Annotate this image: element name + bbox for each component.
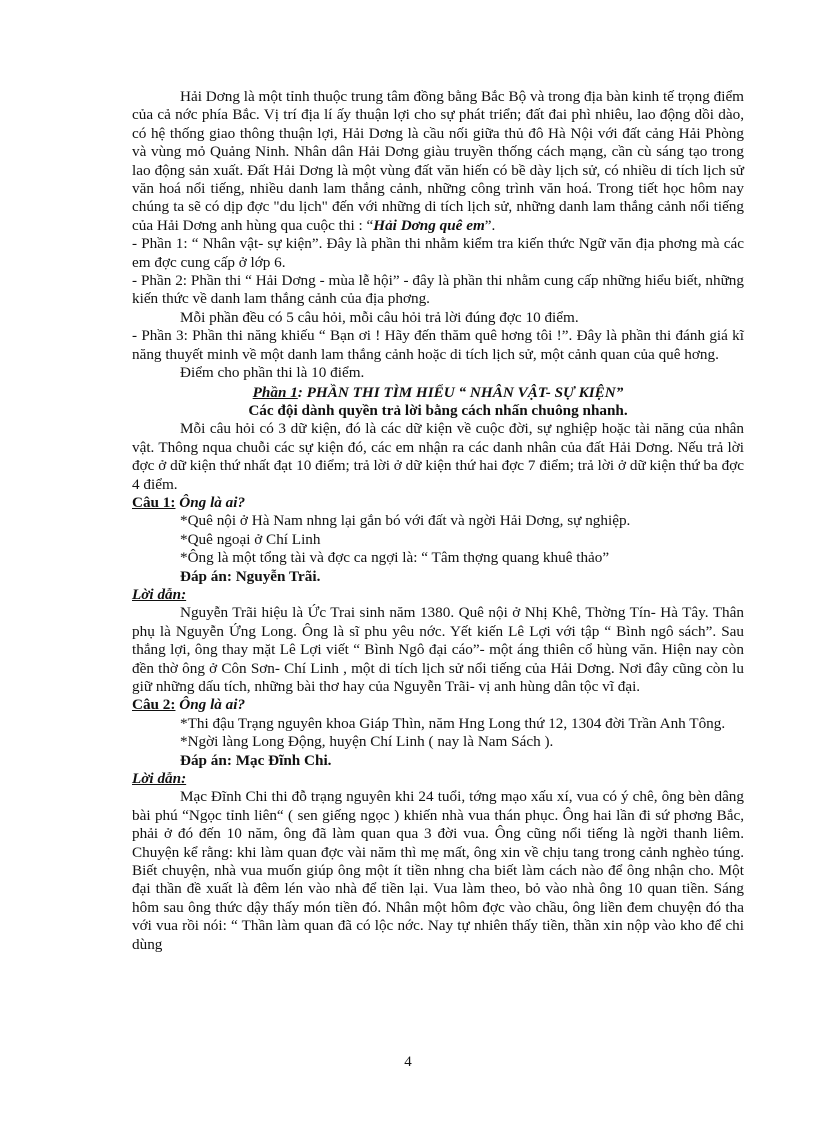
part-1-heading xyxy=(132,384,744,402)
question-2-text: Ông là ai? xyxy=(175,696,246,714)
intro-paragraph xyxy=(132,88,744,235)
question-2-note: Mạc Đĩnh Chi thi đỗ trạng nguyên khi 24 tuổi, tớng mạo xấu xí, vua có ý chê, ông bèn dâng bài phú “Ngọc tỉnh liên“ ( sen giếng ngọc ) khiến nhà vua thán phục. Ông hai lần đi sứ phơng Bắc, phải ở đó đến 10 năm, ông đã làm quan qua 3 đời vua. Ông cũng nổi tiếng là ngời thanh liêm. Chuyện kể rằng: khi làm quan đợc vài năm thì mẹ mất, ông xin về chịu tang trong cảnh nghèo túng. Biết chuyện, nhà vua muốn giúp ông một ít tiền nhng cha biết làm cách nào để ông nhận cho. Một đại thần đề xuất là đêm lén vào nhà để tiền lại. Vua làm theo, bỏ vào nhà ông 10 quan tiền. Sáng hôm sau ông thức dậy thấy món tiền đó. Nhân một hôm đợc vào chầu, ông liền đem chuyện đó tha với vua rồi nói: “ Thần làm quan đã có lộc nớc. Nay tự nhiên thấy tiền, thần xin nộp vào kho để chi dùng xyxy=(132,788,744,953)
part-1-intro: Mỗi câu hỏi có 3 dữ kiện, đó là các dữ kiện về cuộc đời, sự nghiệp hoặc tài năng của nhân vật. Thông nqua chuỗi các sự kiện đó, các em nhận ra các danh nhân của đất Hải Dơng. Nếu trả lời đợc ở dữ kiện thứ nhất đạt 10 điểm; trả lời ở dữ kiện thứ hai đợc 7 điểm; trả lời ở dữ kiện thứ ba đợc 4 điểm. xyxy=(132,420,744,493)
question-1-clue: *Ông là một tổng tài và đợc ca ngợi là: “ Tâm thợng quang khuê thảo” xyxy=(180,549,610,567)
part-2-description: - Phần 2: Phần thi “ Hải Dơng - mùa lễ hội” - đây là phần thi nhằm cung cấp những hiểu biết, những kiến thức về danh lam thắng cảnh của địa phơng. xyxy=(132,272,744,308)
question-2-note-label: Lời dẫn: xyxy=(132,770,187,788)
part-1-title: : PHẦN THI TÌM HIỂU “ NHÂN VẬT- SỰ KIỆN” xyxy=(297,383,624,401)
part-1-subtitle: Các đội dành quyền trả lời bằng cách nhấn chuông nhanh. xyxy=(248,401,628,419)
part-1-description: - Phần 1: “ Nhân vật- sự kiện”. Đây là phần thi nhằm kiểm tra kiến thức Ngữ văn địa phơng mà các em đợc cung cấp ở lớp 6. xyxy=(132,235,744,271)
intro-text: Hải Dơng là một tỉnh thuộc trung tâm đồng bằng Bắc Bộ và trong địa bàn kinh tế trọng điểm của cả nớc phía Bắc. Vị trí địa lí ấy thuận lợi cho sự phát triển; đất đai phì nhiêu, lao động dồi dào, có hệ thống giao thông thuận lợi, Hải Dơng là cầu nối giữa thủ đô Hà Nội với đất cảng Hải Phòng và vùng mỏ Quảng Ninh. Nhân dân Hải Dơng giàu truyền thống cách mạng, cần cù sáng tạo trong lao động sản xuất. Đất Hải Dơng là một vùng đất văn hiến có bề dày lịch sử, có nhiều di tích lịch sử văn hoá nổi tiếng, nhiều danh lam thắng cảnh, những công trình văn hoá. Trong tiết học hôm nay chúng ta sẽ có dịp đợc "du lịch" đến với những di tích lịch sử, những danh lam thắng cảnh nổi tiếng của Hải Dơng anh hùng qua cuộc thi : “ xyxy=(132,88,744,234)
part-3-scoring: Điểm cho phần thi là 10 điểm. xyxy=(180,364,365,382)
part-3-description: - Phần 3: Phần thi năng khiếu “ Bạn ơi ! Hãy đến thăm quê hơng tôi !”. Đây là phần thi đánh giá kĩ năng thuyết minh về một danh lam thắng cảnh hoặc di tích lịch sử, một cảnh quan của quê hơng. xyxy=(132,327,744,363)
question-1-text: Ông là ai? xyxy=(175,493,246,511)
question-1 xyxy=(132,494,744,512)
question-2 xyxy=(132,696,744,714)
part-1-label: Phần 1 xyxy=(252,383,298,401)
question-2-clue: *Thi đậu Trạng nguyên khoa Giáp Thìn, năm Hng Long thứ 12, 1304 đời Trần Anh Tông. xyxy=(180,714,726,732)
question-2-answer: Đáp án: Mạc Đĩnh Chi. xyxy=(180,751,332,769)
question-1-clue: *Quê ngoại ở Chí Linh xyxy=(180,530,321,548)
question-1-clue: *Quê nội ở Hà Nam nhng lại gắn bó với đất và ngời Hải Dơng, sự nghiệp. xyxy=(180,512,631,530)
question-2-clue: *Ngời làng Long Động, huyện Chí Linh ( nay là Nam Sách ). xyxy=(180,733,554,751)
question-1-answer: Đáp án: Nguyễn Trãi. xyxy=(180,567,321,585)
contest-name: Hải Dơng quê em xyxy=(373,216,485,234)
document-page xyxy=(132,88,744,954)
scoring-note: Mỗi phần đều có 5 câu hỏi, mỗi câu hỏi trả lời đúng đợc 10 điểm. xyxy=(180,308,579,326)
question-1-note: Nguyễn Trãi hiệu là Ức Trai sinh năm 1380. Quê nội ở Nhị Khê, Thờng Tín- Hà Tây. Thân phụ là Nguyễn Ứng Long. Ông là sĩ phu yêu nớc. Yết kiến Lê Lợi với tập “ Bình ngô sách”. Sau thắng lợi, ông thay mặt Lê Lợi viết “ Bình Ngô đại cáo”- một áng thiên cổ hùng văn. Hiện nay còn đền thờ ông ở Côn Sơn- Chí Linh , một di tích lịch sử nổi tiếng của Hải Dơng. Nơi đây cũng còn lu giữ những dấu tích, những bài thơ hay của Nguyễn Trãi- vị anh hùng dân tộc vĩ đại. xyxy=(132,604,744,695)
contest-tail: ”. xyxy=(484,216,496,234)
question-2-label: Câu 2: xyxy=(132,696,176,714)
question-1-label: Câu 1: xyxy=(132,493,176,511)
page-number: 4 xyxy=(404,1054,412,1070)
question-1-note-label: Lời dẫn: xyxy=(132,585,187,603)
